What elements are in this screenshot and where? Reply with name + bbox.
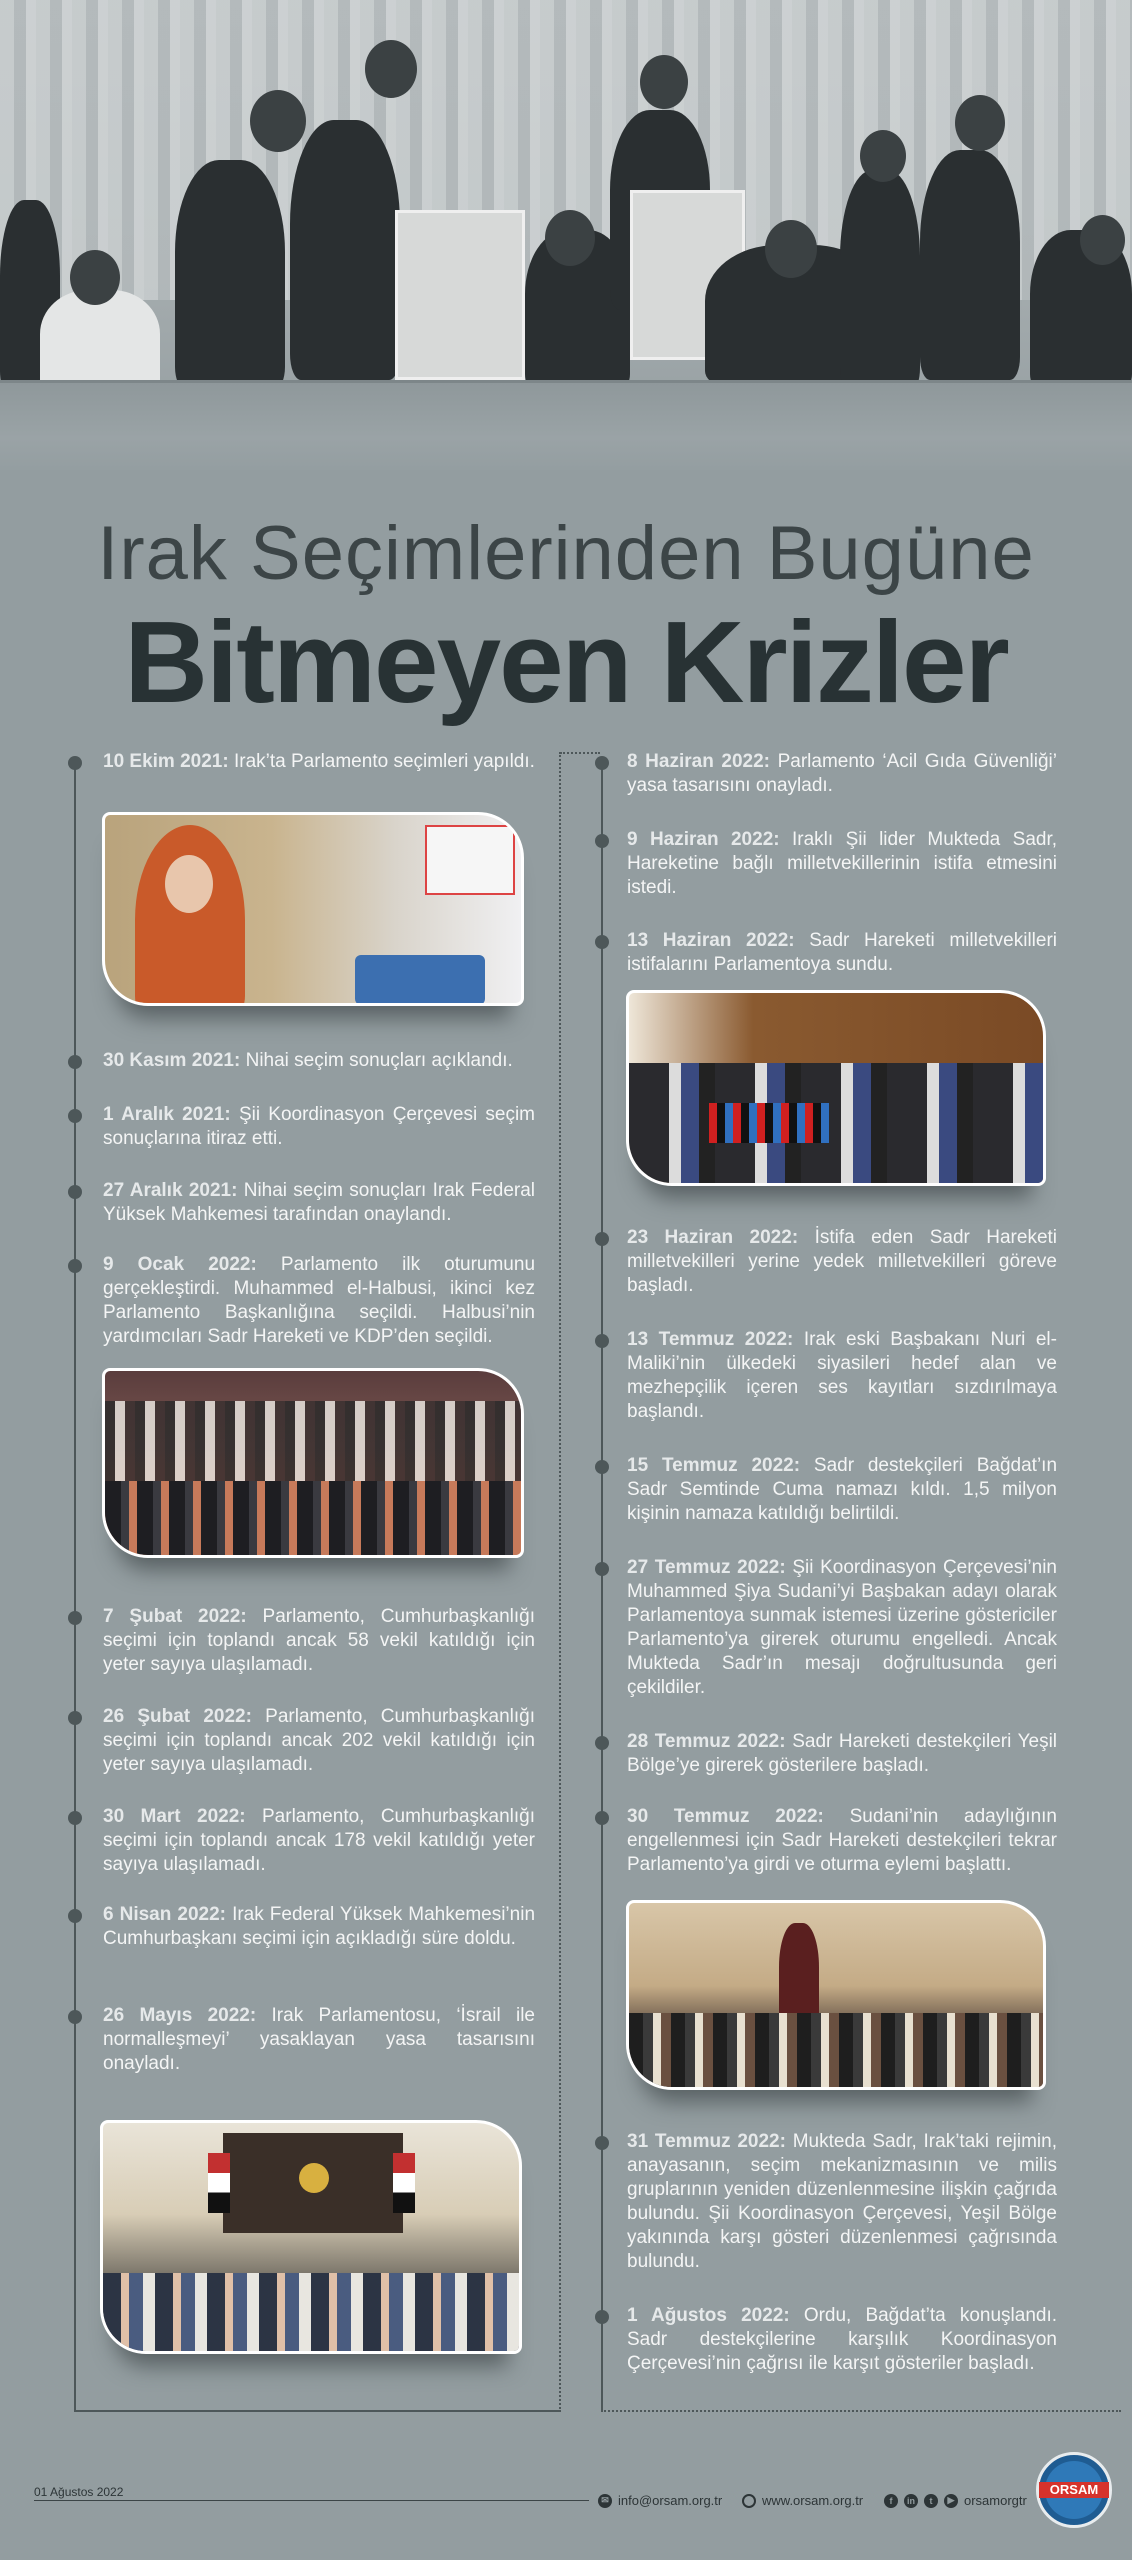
entry-text: İstifa eden Sadr Hareketi milletvekilleri yerine yedek milletvekilleri göreve başladı. <box>627 1227 1058 1296</box>
page-subtitle: Irak Seçimlerinden Bugüne <box>97 511 1035 596</box>
entry-text: Sadr Hareketi destekçileri Yeşil Bölge’ye girerek gösterilere başladı. <box>627 1731 1058 1776</box>
protester <box>840 170 920 390</box>
seated-crowd <box>629 2013 1046 2090</box>
timeline-entry <box>103 750 535 774</box>
timeline-entry <box>627 1454 1057 1526</box>
timeline-entry <box>627 1226 1057 1298</box>
timeline-entry <box>103 1179 535 1227</box>
parliament-session-photo <box>102 1368 524 1558</box>
timeline-entry <box>627 1805 1057 1877</box>
timeline-dot <box>595 1232 609 1246</box>
timeline-dot <box>595 2310 609 2324</box>
iraq-flag-left <box>208 2153 230 2213</box>
youtube-icon: ▶ <box>944 2494 958 2508</box>
protester-head <box>250 90 306 152</box>
entry-date: 27 Temmuz 2022: <box>627 1557 786 1578</box>
timeline-dot <box>595 1736 609 1750</box>
timeline-rail-left <box>74 760 76 2412</box>
protester-head <box>955 95 1005 151</box>
entry-date: 26 Mayıs 2022: <box>103 2005 257 2026</box>
entry-text: Sudani’nin adaylığının engellenmesi için Sadr Hareketi destekçileri tekrar Parlamento’ya girdi ve oturma eylemi başlattı. <box>627 1806 1057 1875</box>
entry-text: Sadr destekçileri Bağdat’ın Sadr Semtinde Cuma namazı kıldı. 1,5 milyon kişinin namaza katıldığı belirtildi. <box>627 1455 1058 1524</box>
website-text: www.orsam.org.tr <box>762 2493 864 2508</box>
parliament-desk <box>0 380 1132 470</box>
entry-text: Irak’ta Parlamento seçimleri yapıldı. <box>233 751 535 772</box>
protester <box>175 160 285 390</box>
entry-date: 31 Temmuz 2022: <box>627 2131 786 2152</box>
entry-date: 15 Temmuz 2022: <box>627 1455 801 1476</box>
protester-head <box>365 40 417 98</box>
entry-date: 6 Nisan 2022: <box>103 1904 227 1925</box>
timeline-dot <box>595 1811 609 1825</box>
microphones <box>709 1103 829 1143</box>
sit-in-photo <box>626 1900 1046 2090</box>
protester <box>290 120 400 380</box>
orsam-logo[interactable] <box>1036 2452 1112 2528</box>
press-conference-photo <box>626 990 1046 1186</box>
protester <box>920 150 1020 380</box>
entry-text: Sadr Hareketi milletvekilleri istifalarını Parlamentoya sundu. <box>627 930 1058 975</box>
protester-head <box>1080 215 1125 265</box>
globe-icon <box>742 2494 756 2508</box>
social-handle: orsamorgtr <box>964 2493 1027 2508</box>
raised-hands <box>103 2273 522 2354</box>
timeline-entry <box>627 750 1057 798</box>
timeline-entry <box>627 2304 1057 2376</box>
protester-head <box>70 250 120 305</box>
iraq-flag-right <box>393 2153 415 2213</box>
email-icon: ✉ <box>598 2494 612 2508</box>
timeline-dot <box>68 1811 82 1825</box>
emblem <box>299 2163 329 2193</box>
timeline-entry <box>627 929 1057 977</box>
voting-photo <box>102 812 524 1006</box>
entry-text: Parlamento ‘Acil Gıda Güvenliği’ yasa tasarısını onayladı. <box>627 751 1057 796</box>
timeline-entry <box>627 2130 1057 2274</box>
entry-date: 13 Temmuz 2022: <box>627 1329 794 1350</box>
delegates-rows <box>105 1401 524 1481</box>
logo-text: ORSAM <box>1039 2482 1109 2498</box>
timeline-entry <box>103 1705 535 1777</box>
timeline-connector <box>560 752 600 754</box>
entry-date: 10 Ekim 2021: <box>103 751 229 772</box>
entry-text: Ordu, Bağdat’ta konuşlandı. Sadr destekçilerine karşılık Koordinasyon Çerçevesi’nin çağrısı ile karşıt gösteriler başladı. <box>627 2305 1058 2374</box>
timeline-entry <box>627 1556 1057 1700</box>
timeline-entry <box>103 2004 535 2076</box>
entry-date: 23 Haziran 2022: <box>627 1227 799 1248</box>
timeline-dot <box>68 1055 82 1069</box>
entry-text: Şii Koordinasyon Çerçevesi seçim sonuçlarına itiraz etti. <box>103 1104 536 1149</box>
timeline-dot <box>595 1562 609 1576</box>
timeline-dot <box>595 2136 609 2150</box>
timeline-dot <box>68 1711 82 1725</box>
entry-text: Şii Koordinasyon Çerçevesi’nin Muhammed Şiya Sudani’yi Başbakan adayı olarak Parlamentoya sunmak istemesi üzerine göstericiler Parlamento’ya girerek oturumu engelledi. Ancak Mukteda Sadr’ın mesajı doğrultusunda geri çekildiler. <box>627 1557 1057 1698</box>
facebook-icon: f <box>884 2494 898 2508</box>
timeline-divider <box>559 752 561 2412</box>
timeline-dot <box>68 1909 82 1923</box>
entry-text: Iraklı Şii lider Mukteda Sadr, Hareketine bağlı milletvekillerinin istifa etmesini istedi. <box>627 829 1058 898</box>
entry-date: 28 Temmuz 2022: <box>627 1731 786 1752</box>
timeline-dot <box>595 935 609 949</box>
timeline-dot <box>595 834 609 848</box>
timeline-rail-left-bottom <box>74 2410 559 2412</box>
entry-text: Parlamento, Cumhurbaşkanlığı seçimi için toplandı ancak 58 vekil katıldığı için yeter sayıya ulaşılamadı. <box>103 1606 535 1675</box>
linkedin-icon: in <box>904 2494 918 2508</box>
voter-figure <box>135 825 245 1006</box>
entry-date: 8 Haziran 2022: <box>627 751 770 772</box>
entry-date: 27 Aralık 2021: <box>103 1180 238 1201</box>
timeline-entry <box>627 1730 1057 1778</box>
entry-date: 30 Kasım 2021: <box>103 1050 241 1071</box>
footer-divider <box>34 2500 589 2501</box>
protester-head <box>765 220 817 278</box>
timeline-dot <box>595 756 609 770</box>
timeline-rail-right <box>601 760 603 2412</box>
timeline-entry <box>103 1253 535 1349</box>
entry-date: 9 Haziran 2022: <box>627 829 780 850</box>
entry-text: Nihai seçim sonuçları Irak Federal Yüksek Mahkemesi tarafından onaylandı. <box>103 1180 535 1225</box>
entry-text: Nihai seçim sonuçları açıklandı. <box>245 1050 513 1071</box>
wall-chart <box>425 825 515 895</box>
email-text: info@orsam.org.tr <box>618 2493 723 2508</box>
standing-members <box>105 1481 524 1558</box>
protester-head <box>860 130 906 182</box>
timeline-entry <box>103 1903 535 1951</box>
entry-date: 9 Ocak 2022: <box>103 1254 257 1275</box>
ballot-box <box>355 955 485 1005</box>
entry-date: 13 Haziran 2022: <box>627 930 795 951</box>
timeline-dot <box>68 1109 82 1123</box>
entry-text: Irak Federal Yüksek Mahkemesi’nin Cumhurbaşkanı seçimi için açıkladığı süre doldu. <box>103 1904 536 1949</box>
parliament-vote-photo <box>100 2120 522 2354</box>
entry-text: Mukteda Sadr, Irak’taki rejimin, anayasanın, seçim mekanizmasının ve milis gruplarının yeniden düzenlenmesine ilişkin çağrıda bulundu. Şii Koordinasyon Çerçevesi, Yeşil Bölge yakınında karşı gösteri düzenlenmesi çağrısında bulundu. <box>627 2131 1057 2272</box>
timeline-dot <box>68 1611 82 1625</box>
timeline-entry <box>103 1103 535 1151</box>
timeline-entry <box>103 1805 535 1877</box>
entry-date: 1 Aralık 2021: <box>103 1104 231 1125</box>
timeline-rail-right-bottom <box>601 2410 1121 2412</box>
footer-website[interactable] <box>742 2493 863 2508</box>
entry-text: Parlamento ilk oturumunu gerçekleştirdi. Muhammed el-Halbusi, ikinci kez Parlamento Başkanlığına seçildi. Halbusi’nin yardımcıları Sadr Hareketi ve KDP’den seçildi. <box>103 1254 536 1347</box>
timeline-entry <box>103 1049 535 1073</box>
page-title: Bitmeyen Krizler <box>124 597 1008 727</box>
entry-text: Parlamento, Cumhurbaşkanlığı seçimi için toplandı ancak 178 vekil katıldığı yeter sayıya ulaşılamadı. <box>103 1806 536 1875</box>
timeline-entry <box>627 1328 1057 1424</box>
entry-date: 30 Mart 2022: <box>103 1806 246 1827</box>
entry-text: Parlamento, Cumhurbaşkanlığı seçimi için toplandı ancak 202 vekil katıldığı için yeter sayıya ulaşılamadı. <box>103 1706 535 1775</box>
hero-photo <box>0 0 1132 470</box>
entry-text: Irak Parlamentosu, ‘İsrail ile normalleşmeyi’ yasaklayan yasa tasarısını onayladı. <box>103 2005 536 2074</box>
twitter-icon: t <box>924 2494 938 2508</box>
timeline-entry <box>627 828 1057 900</box>
footer-email[interactable] <box>598 2493 722 2508</box>
entry-date: 26 Şubat 2022: <box>103 1706 252 1727</box>
timeline-dot <box>68 2010 82 2024</box>
timeline-dot <box>595 1334 609 1348</box>
timeline-dot <box>595 1460 609 1474</box>
portrait-poster <box>395 210 525 380</box>
entry-date: 30 Temmuz 2022: <box>627 1806 824 1827</box>
timeline-dot <box>68 756 82 770</box>
entry-text: Irak eski Başbakanı Nuri el-Maliki’nin ülkedeki siyasileri hedef alan ve mezhepçilik içeren ses kayıtları sızdırılmaya başlandı. <box>627 1329 1057 1422</box>
voter-face <box>165 855 213 913</box>
timeline-dot <box>68 1259 82 1273</box>
speakers-group <box>629 1063 1046 1186</box>
entry-date: 1 Ağustos 2022: <box>627 2305 790 2326</box>
timeline-dot <box>68 1185 82 1199</box>
protester-head <box>640 55 688 109</box>
publish-date: 01 Ağustos 2022 <box>34 2485 124 2499</box>
timeline-entry <box>103 1605 535 1677</box>
footer-social[interactable] <box>884 2493 1027 2508</box>
entry-date: 7 Şubat 2022: <box>103 1606 247 1627</box>
protester-head <box>545 210 595 266</box>
